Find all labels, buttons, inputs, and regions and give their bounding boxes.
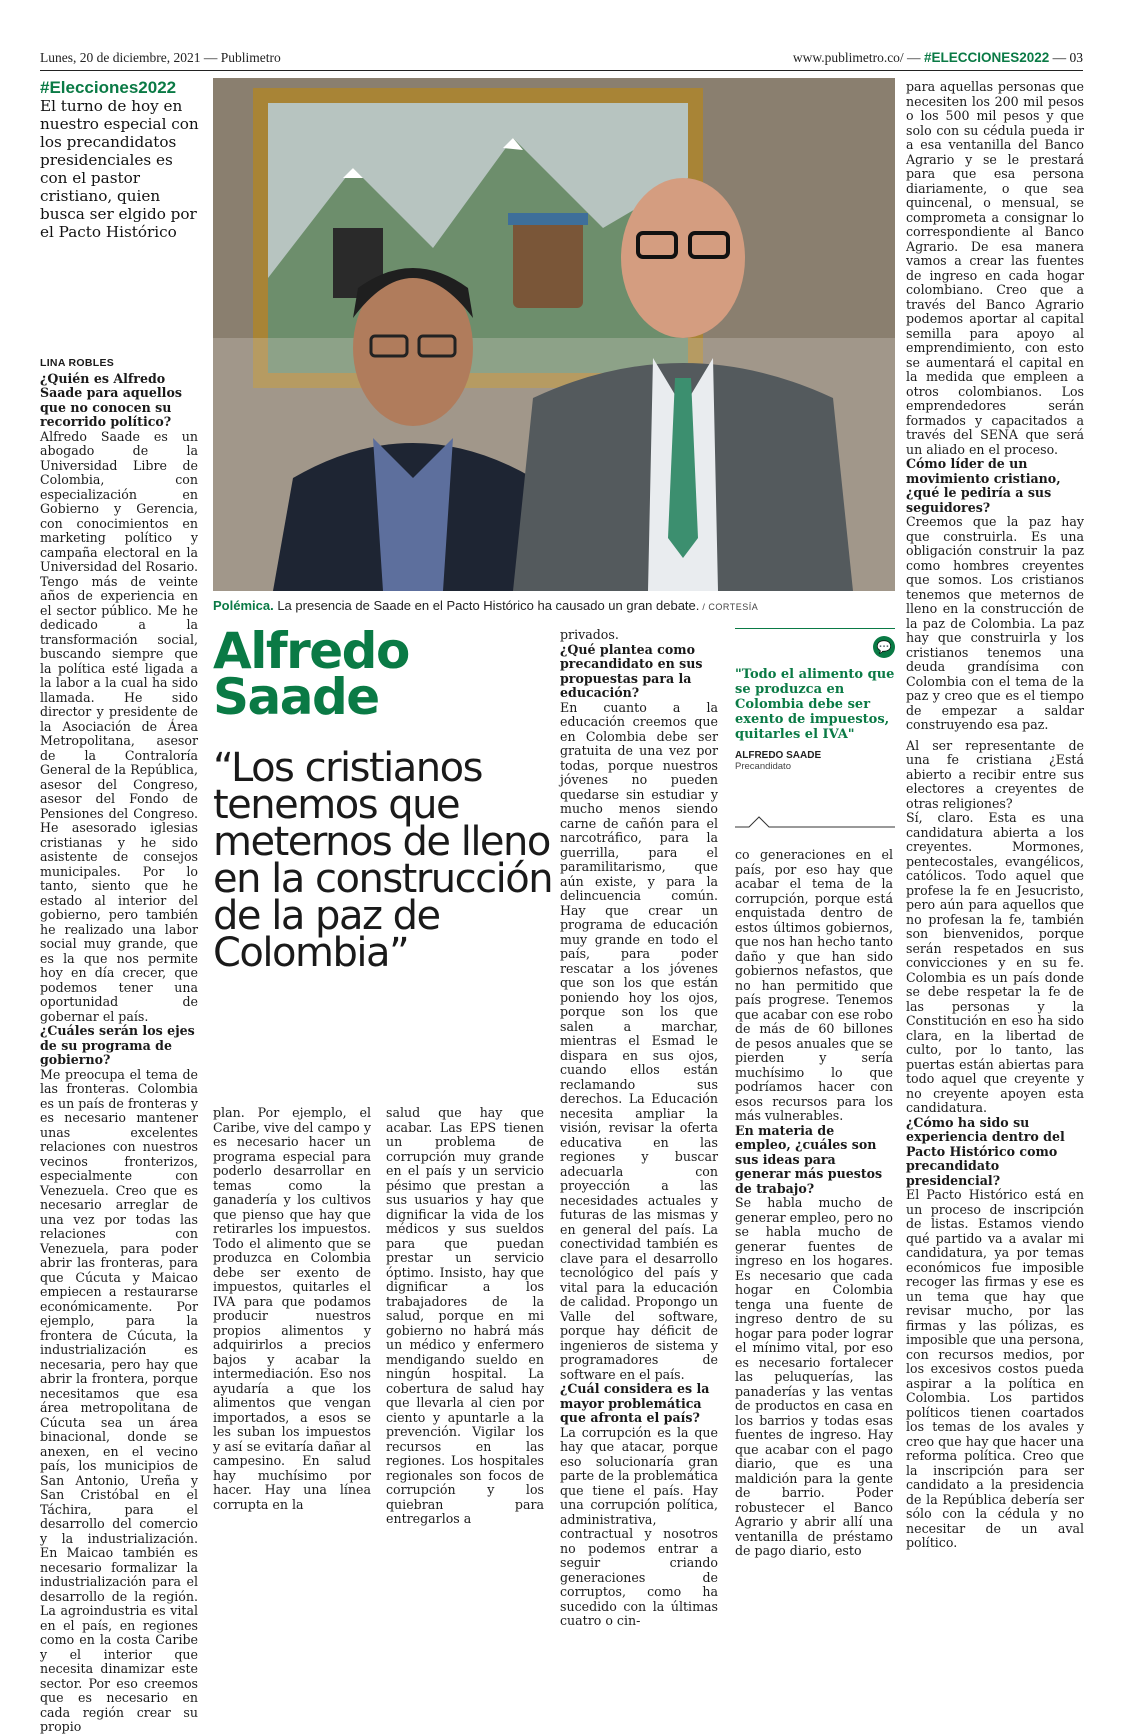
- pull-quote-role: Precandidato: [735, 761, 791, 772]
- answer-6: Creemos que la paz hay que construirla. Es una obligación construir la paz como hombres creyentes que somos. Los cristianos tenemos que meternos de lleno en la construcción de la paz de Colombia. La paz hay que construirla y los cristianos tenemos una deuda grandísima con Colombia con el tema de la paz y creo que es el tiempo de empezar a saldar construyendo esa paz.: [906, 514, 1084, 732]
- header-rule: [40, 70, 1083, 71]
- dateline: Lunes, 20 de diciembre, 2021 — Publimetro: [40, 50, 281, 65]
- question-1: ¿Quién es Alfredo Saade para aquellos que no conocen su recorrido político?: [40, 370, 182, 429]
- photo-caption: [213, 598, 895, 613]
- answer-4-cont: co generaciones en el país, por eso hay que acabar el tema de la corrupción, porque está enquistada dentro de estos últimos gobiernos, que nos han hecho tanto daño y que han sido gobiernos nefastos, que no han permitido que país progrese. Tenemos que acabar con ese robo de más de 60 billones de pesos anuales que se pierden y sería muchísimo lo que podríamos hacer con esos recursos para los más vulnerables.: [735, 847, 893, 1123]
- byline: LINA ROBLES: [40, 357, 115, 369]
- caption-label: Polémica.: [213, 598, 274, 613]
- pull-quote-rule: [735, 628, 895, 629]
- pull-quote: [735, 628, 895, 772]
- answer-2-cont-b: salud que hay que acabar. Las EPS tienen un problema de corrupción muy grande en el país y un servicio pésimo que prestan a sus usuarios y hay que dignificar la vida de los médicos y sus sueldos para que puedan prestar un servicio óptimo. Insisto, hay que dignificar a los trabajadores de la salud, porque en mi gobierno no habrá más un médico y enfermero mendigando sueldo en ningún hospital. La cobertura de salud hay que llevarla al cien por ciento y apuntarle a la prevención. Vigilar los recursos en las regiones. Los hospitales regionales son focos de corrupción y los quiebran para entregarlos a: [386, 1105, 544, 1526]
- question-7: Al ser representante de una fe cristiana ¿Está abierto a recibir entre sus electores a creyentes de otras religiones?: [906, 737, 1084, 811]
- question-4: ¿Cuál considera es la mayor problemática que afronta el país?: [560, 1381, 710, 1425]
- answer-7: Sí, claro. Esta es una candidatura abierta a los creyentes. Mormones, pentecostales, evangélicos, católicos. Todo aquel que profese la fe en Jesucristo, pero aún para aquellos que no profesan la fe, también son bienvenidos, porque serán respetados en sus convicciones y en su fe. Colombia es un país donde se debe respetar la fe de las personas y la Constitución en eso ha sido clara, en la libertad de culto, por lo tanto, las puertas están abiertas para todo aquel que creyente y no creyente apoyen esta candidatura.: [906, 810, 1084, 1115]
- headline: Alfredo Saade: [213, 622, 409, 726]
- answer-2-end: privados.: [560, 627, 619, 642]
- answer-2: Me preocupa el tema de las fronteras. Colombia es un país de fronteras y es necesario mantener unas excelentes relaciones con nuestros vecinos fronterizos, especialmente con Venezuela. Creo que es necesario arreglar de una vez por todas las relaciones con Venezuela, para poder abrir las fronteras, para que Cúcuta y Maicao empiecen a restaurarse económicamente. Por ejemplo, para la frontera de Cúcuta, la industrialización es necesaria, pero hay que abrir la frontera, porque necesitamos que esa área metropolitana de Cúcuta sea un área binacional, donde se anexen, en el vecino país, los municipios de San Antonio, Ureña y San Cristóbal en el Táchira, para el desarrollo del comercio y la industrialización. En Maicao también es necesario formalizar la industrialización para el desarrollo de la región. La agroindustria es vital en el país, en regiones como en la costa Caribe y el interior que necesita dinamizar este sector. Por eso creemos que es necesario en cada región crear su propio: [40, 1066, 198, 1734]
- answer-8: El Pacto Histórico está en un proceso de inscripción de listas. Estamos viendo qué partido va a avalar mi candidatura, ya por temas económicos fue imposible recoger las firmas y ese es un tema que hay que revisar mucho, por las firmas y las pólizas, es imposible que una persona, con recursos medios, por los excesivos costos pueda aspirar a la política en Colombia. Los partidos políticos tienen coartados los temas de los avales y creo que hay que hacer una reforma política. Creo que la inscripción para ser candidato a la presidencia de la República debería ser sólo con la cédula y no necesitar de un aval político.: [906, 1187, 1084, 1550]
- page-number: — 03: [1049, 50, 1083, 65]
- question-5: En materia de empleo, ¿cuáles son sus ideas para generar más puestos de trabajo?: [735, 1122, 883, 1196]
- answer-5-cont: para aquellas personas que necesiten los 200 mil pesos o los 500 mil pesos y que solo con su cédula pueda ir a esa ventanilla del Banco Agrario y se le prestará para que esa persona diariamente, o que sea quincenal, o mensual, se comprometa a consignar lo correspondiente al Banco Agrario. De esa manera vamos a crear las fuentes de ingreso en cada hogar colombiano. Creo que a través del Banco Agrario podemos aportar al capital semilla para apoyo al emprendimiento, con esto se aumentará el capital en la medida que empleen a otros colombianos. Los emprendedores serán formados y capacitados a través del SENA que será un aliado en el proceso.: [906, 79, 1084, 457]
- column-6: [906, 80, 1084, 1551]
- question-2: ¿Cuáles serán los ejes de su programa de gobierno?: [40, 1023, 195, 1067]
- section-tag: #ELECCIONES2022: [923, 50, 1050, 65]
- article-photo: [213, 78, 895, 591]
- hashtag-kicker: #Elecciones2022: [40, 78, 177, 97]
- column-1: [40, 356, 198, 1735]
- column-4: [560, 628, 718, 1629]
- subheadline-quote: “Los cristianos tenemos que meternos de lleno en la construcción de la paz de Colombia”: [213, 745, 553, 976]
- pull-quote-end-rule: [735, 815, 895, 833]
- pull-quote-author: ALFREDO SAADE: [735, 750, 822, 761]
- question-8: ¿Cómo ha sido su experiencia dentro del Pacto Histórico como precandidato presidencial?: [906, 1114, 1065, 1188]
- photo-credit: / CORTESÍA: [699, 602, 759, 612]
- intro-text: El turno de hoy en nuestro especial con los precandidatos presidenciales es con el pastor cristiano, quien busca ser elgido por el Pacto Histórico: [40, 97, 199, 241]
- answer-2-cont: plan. Por ejemplo, el Caribe, vive del campo y es necesario hacer un programa especial para poderlo desarrollar en temas como la ganadería y los cultivos que pienso que hay que retirarles los impuestos. Todo el alimento que se produzca en Colombia debe ser exento de impuestos, quitarles el IVA para que podamos producir nuestros propios alimentos y adquirirlos a precios bajos y acabar la intermediación. Eso nos ayudaría a que los alimentos que vengan importados, a esos se les suban los impuestos y así se evitaría dañar al campesino. En salud hay muchísimo por hacer. Hay una línea corrupta en la: [213, 1105, 371, 1512]
- answer-5: Se habla mucho de generar empleo, pero no se habla mucho de generar fuentes de ingreso en los hogares. Es necesario que cada hogar en Colombia tenga una fuente de ingreso dentro de su hogar para poder lograr el mínimo vital, por eso es necesario fortalecer las peluquerías, las panaderías y las ventas de productos en casa en los barrios y todas esas fuentes de ingreso. Hay que acabar con el pago diario, que es una maldición para la gente de barrio. Poder robustecer el Banco Agrario y abrir allí una ventanilla de préstamo de pago diario, esto: [735, 1195, 893, 1558]
- question-3: ¿Qué plantea como precandidato en sus propuestas para la educación?: [560, 641, 703, 700]
- answer-1: Alfredo Saade es un abogado de la Universidad Libre de Colombia, con especialización en Gobierno y Gerencia, con conocimientos en marketing político y campaña electoral en la Universidad del Rosario. Tengo más de veinte años de experiencia en el sector público. Me he dedicado a la transformación social, buscando siempre que la política esté ligada a la labor a la cual ha sido llamada. He sido director y presidente de la Asociación de Área Metropolitana, asesor de la Contraloría General de la República, asesor del Congreso, asesor del Fondo de Pensiones del Congreso. He asesorado iglesias cristianas y he sido asistente de consejos municipales. Por lo tanto, siento que he estado al interior del gobierno, pero también he realizado una labor social muy grande, que es la que nos permite hoy en día crecer, que podemos tener una oportunidad de gobernar el país.: [40, 428, 198, 1024]
- answer-4: La corrupción es la que hay que atacar, porque eso solucionaría gran parte de la problemática que tiene el país. Hay una corrupción política, administrativa, contractual y nosotros no podemos entrar a seguir criando generaciones de corruptos, como ha sucedido con la últimas cuatro o cin-: [560, 1424, 718, 1628]
- column-5: [735, 848, 893, 1559]
- page-folio: [793, 50, 1083, 66]
- caption-text: La presencia de Saade en el Pacto Histórico ha causado un gran debate.: [273, 598, 700, 613]
- pull-quote-text: "Todo el alimento que se produzca en Colombia debe ser exento de impuestos, quitarles el IVA": [735, 667, 895, 742]
- site-url[interactable]: www.publimetro.co/ —: [792, 50, 924, 65]
- column-3: [386, 1106, 544, 1527]
- speech-bubble-icon: 💬: [873, 636, 895, 658]
- answer-3: En cuanto a la educación creemos que en Colombia debe ser gratuita de una vez por todas, porque nuestros jóvenes no pueden quedarse sin estudiar y mucho menos siendo carne de cañón para el narcotráfico, para la guerrilla, para el paramilitarismo, que aún existe, y para la delincuencia común. Hay que crear un programa de educación muy grande en todo el país, para poder rescatar a los jóvenes que son los que están poniendo hoy los ojos, porque son los que salen a marchar, mientras el Esmad le dispara en sus ojos, cuando ellos están reclamando sus derechos. La Educación necesita ampliar la visión, revisar la oferta educativa en las regiones y buscar adecuarla con proyección a las necesidades actuales y futuras de las mismas y en general del país. La conectividad también es clave para el desarrollo tecnológico del país y vital para la educación de calidad. Propongo un Valle del software, porque hay déficit de ingenieros de sistema y programadores de software en el país.: [560, 699, 718, 1382]
- column-2: [213, 1106, 371, 1512]
- photo-illustration: [213, 78, 895, 591]
- question-6: Cómo líder de un movimiento cristiano, ¿qué le pediría a sus seguidores?: [906, 456, 1061, 515]
